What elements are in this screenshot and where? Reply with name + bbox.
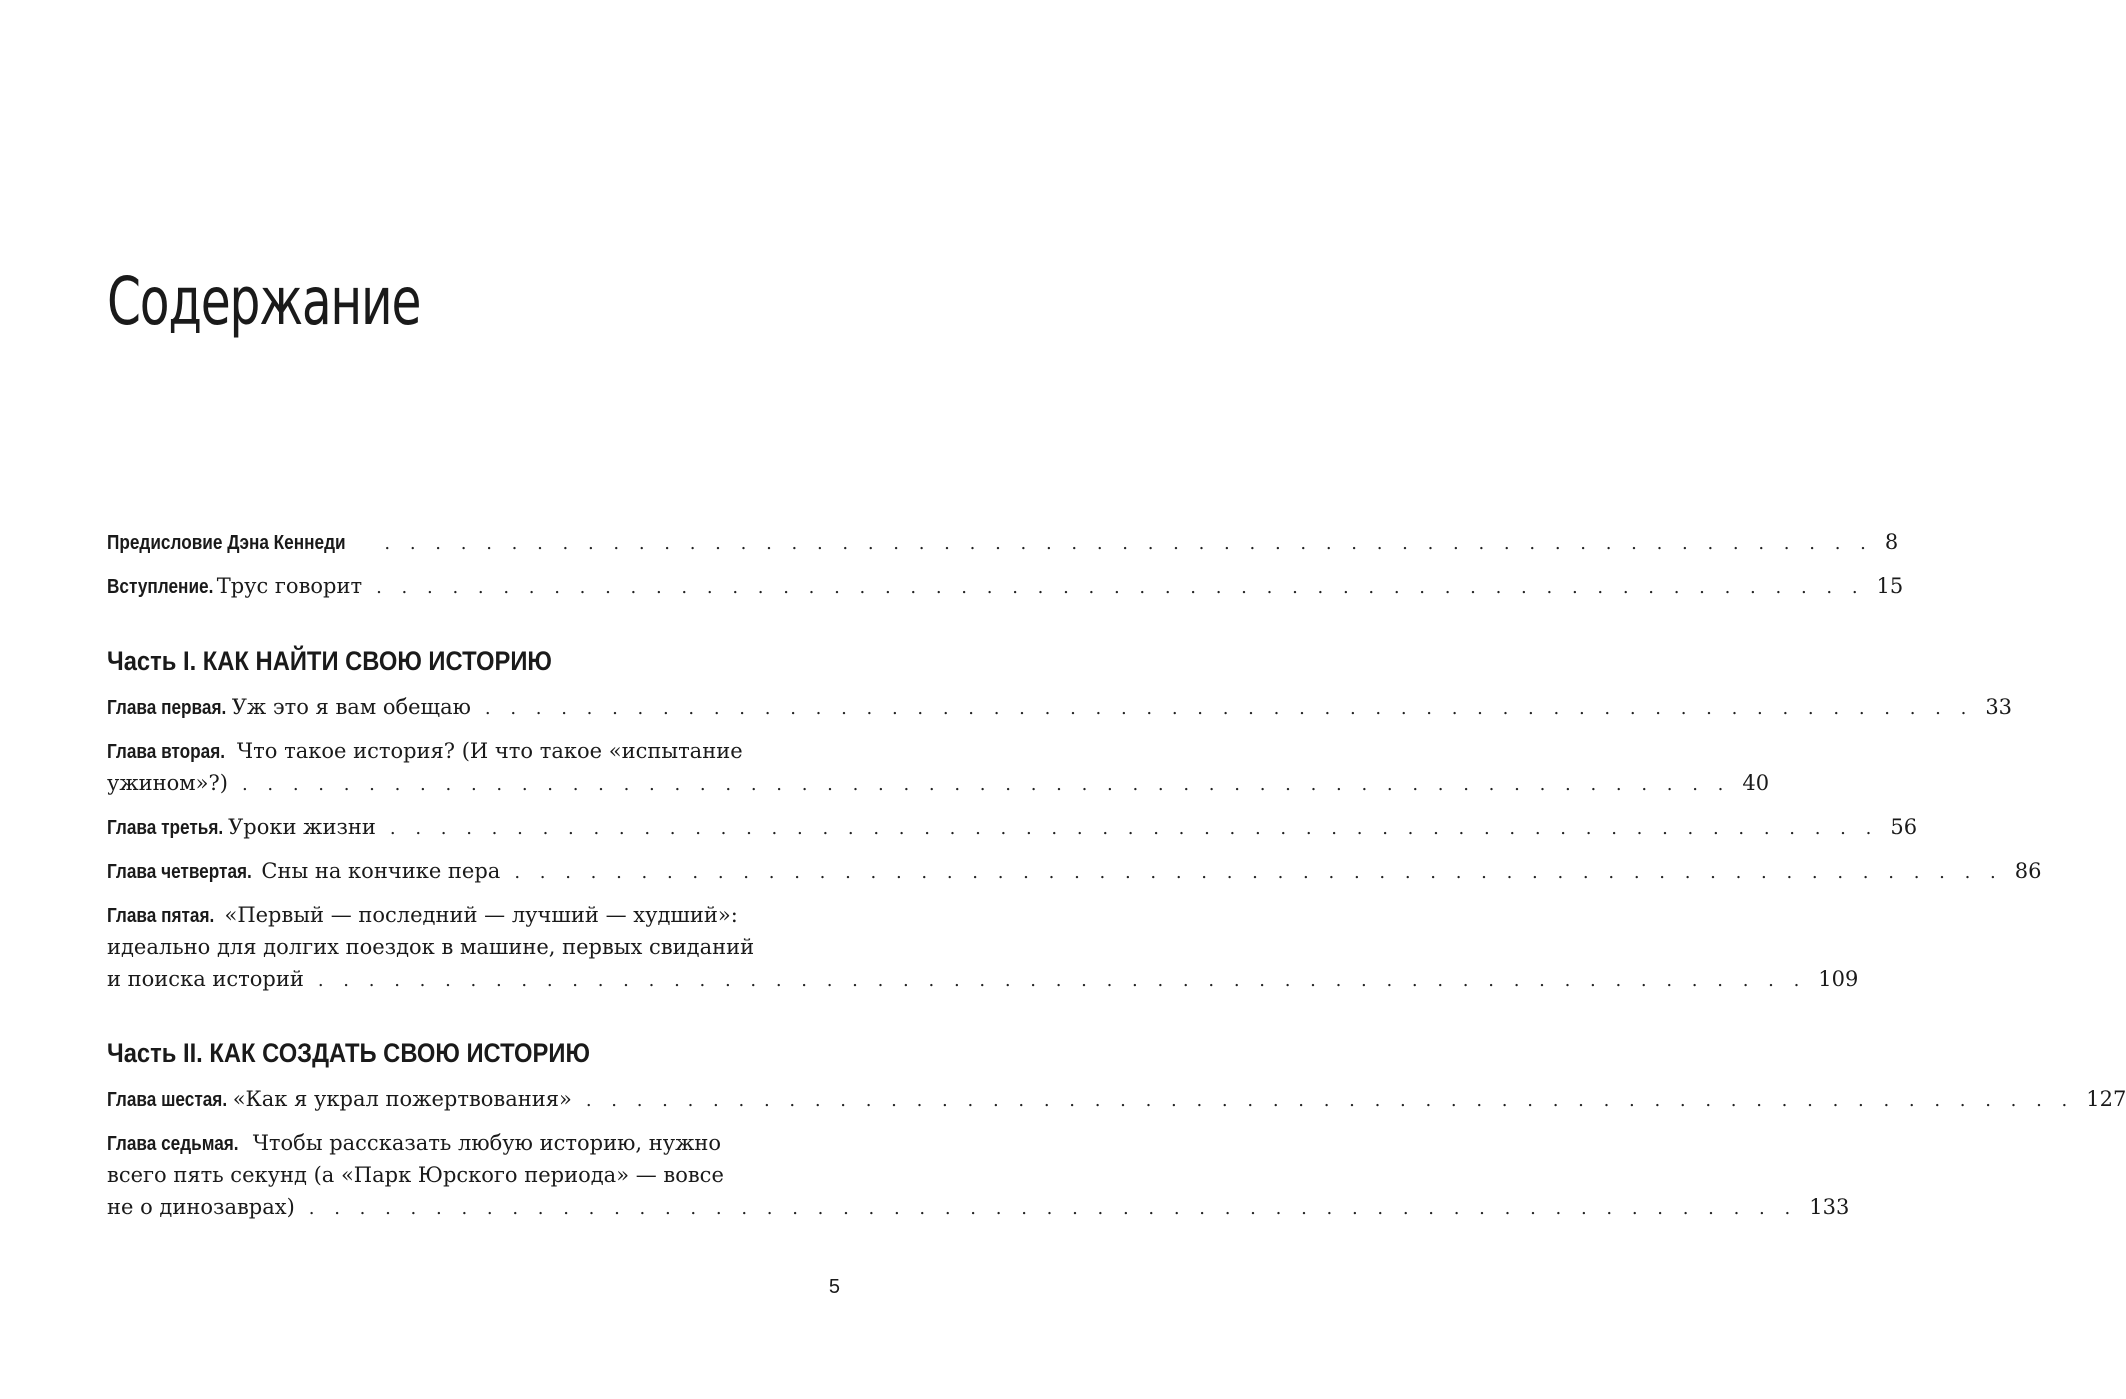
entry-label: Глава третья. — [107, 817, 224, 839]
entry-page: 86 — [2014, 859, 2042, 883]
entry-title: всего пять секунд (а «Парк Юрского периода» — вовсе — [107, 1163, 724, 1187]
dot-leader: . . . . . . . . . . . . . . . . . . . . . . . . . . . . . . . . . . . . . . . . . . . . . . . . . . . . . . . . . . . — [317, 970, 1807, 991]
entry-label: Глава первая. — [107, 697, 227, 719]
dot-leader: . . . . . . . . . . . . . . . . . . . . . . . . . . . . . . . . . . . . . . . . . . . . . . . . . . . . . . . . . . . — [484, 698, 1974, 719]
entry-label: Глава шестая. — [107, 1089, 228, 1111]
entry-label: Вступление. — [107, 576, 214, 598]
entry-title: Что такое история? (И что такое «испытание — [236, 739, 743, 763]
toc-entry-chapter — [107, 735, 1770, 799]
entry-label: Глава пятая. — [107, 905, 215, 927]
dot-leader: . . . . . . . . . . . . . . . . . . . . . . . . . . . . . . . . . . . . . . . . . . . . . . . . . . . . . . . . . . . — [376, 577, 1865, 598]
entry-title: Сны на кончике пера — [261, 859, 501, 883]
table-of-contents — [107, 526, 2126, 1223]
entry-title: и поиска историй — [107, 967, 304, 991]
part-heading: Часть II. КАК СОЗДАТЬ СВОЮ ИСТОРИЮ — [107, 1038, 590, 1068]
toc-entry-foreword — [107, 526, 1899, 558]
entry-page: 56 — [1890, 815, 1918, 839]
entry-label: Глава четвертая. — [107, 861, 252, 883]
toc-entry-chapter — [107, 855, 2042, 887]
page-title: Содержание — [107, 263, 421, 340]
entry-page: 33 — [1985, 695, 2013, 719]
entry-page: 8 — [1884, 530, 1899, 554]
dot-leader: . . . . . . . . . . . . . . . . . . . . . . . . . . . . . . . . . . . . . . . . . . . . . . . . . . . . . . . . . . . — [308, 1198, 1798, 1219]
toc-entry-chapter — [107, 811, 1918, 843]
entry-label: Предисловие Дэна Кеннеди — [107, 532, 346, 554]
entry-title: идеально для долгих поездок в машине, первых свиданий — [107, 935, 755, 959]
entry-title: Трус говорит — [216, 574, 363, 598]
entry-title: Чтобы рассказать любую историю, нужно — [252, 1131, 722, 1155]
toc-entry-chapter — [107, 899, 1859, 995]
entry-page: 15 — [1876, 574, 1904, 598]
entry-label: Глава вторая. — [107, 741, 226, 763]
toc-entry-chapter — [107, 1127, 1850, 1223]
part-heading: Часть I. КАК НАЙТИ СВОЮ ИСТОРИЮ — [107, 646, 552, 676]
toc-entry-chapter — [107, 1083, 2126, 1115]
dot-leader: . . . . . . . . . . . . . . . . . . . . . . . . . . . . . . . . . . . . . . . . . . . . . . . . . . . . . . . . . . . — [384, 533, 1873, 554]
dot-leader: . . . . . . . . . . . . . . . . . . . . . . . . . . . . . . . . . . . . . . . . . . . . . . . . . . . . . . . . . . . — [514, 862, 2003, 883]
entry-title: «Как я украл пожертвования» — [232, 1087, 572, 1111]
page-number: 5 — [828, 1276, 840, 1298]
dot-leader: . . . . . . . . . . . . . . . . . . . . . . . . . . . . . . . . . . . . . . . . . . . . . . . . . . . . . . . . . . . — [585, 1090, 2075, 1111]
dot-leader: . . . . . . . . . . . . . . . . . . . . . . . . . . . . . . . . . . . . . . . . . . . . . . . . . . . . . . . . . . . — [389, 818, 1879, 839]
entry-title: ужином»?) — [107, 771, 228, 795]
entry-page: 40 — [1742, 771, 1770, 795]
entry-page: 109 — [1818, 967, 1859, 991]
entry-title: Уроки жизни — [228, 815, 376, 839]
entry-label: Глава седьмая. — [107, 1133, 239, 1155]
entry-title: «Первый — последний — лучший — худший»: — [224, 903, 738, 927]
toc-entry-chapter — [107, 691, 2013, 723]
toc-entry-introduction — [107, 570, 1904, 602]
dot-leader: . . . . . . . . . . . . . . . . . . . . . . . . . . . . . . . . . . . . . . . . . . . . . . . . . . . . . . . . . . . — [241, 774, 1731, 795]
entry-title: Уж это я вам обещаю — [231, 695, 471, 719]
entry-title: не о динозаврах) — [107, 1195, 295, 1219]
entry-page: 127 — [2086, 1087, 2126, 1111]
entry-page: 133 — [1809, 1195, 1850, 1219]
